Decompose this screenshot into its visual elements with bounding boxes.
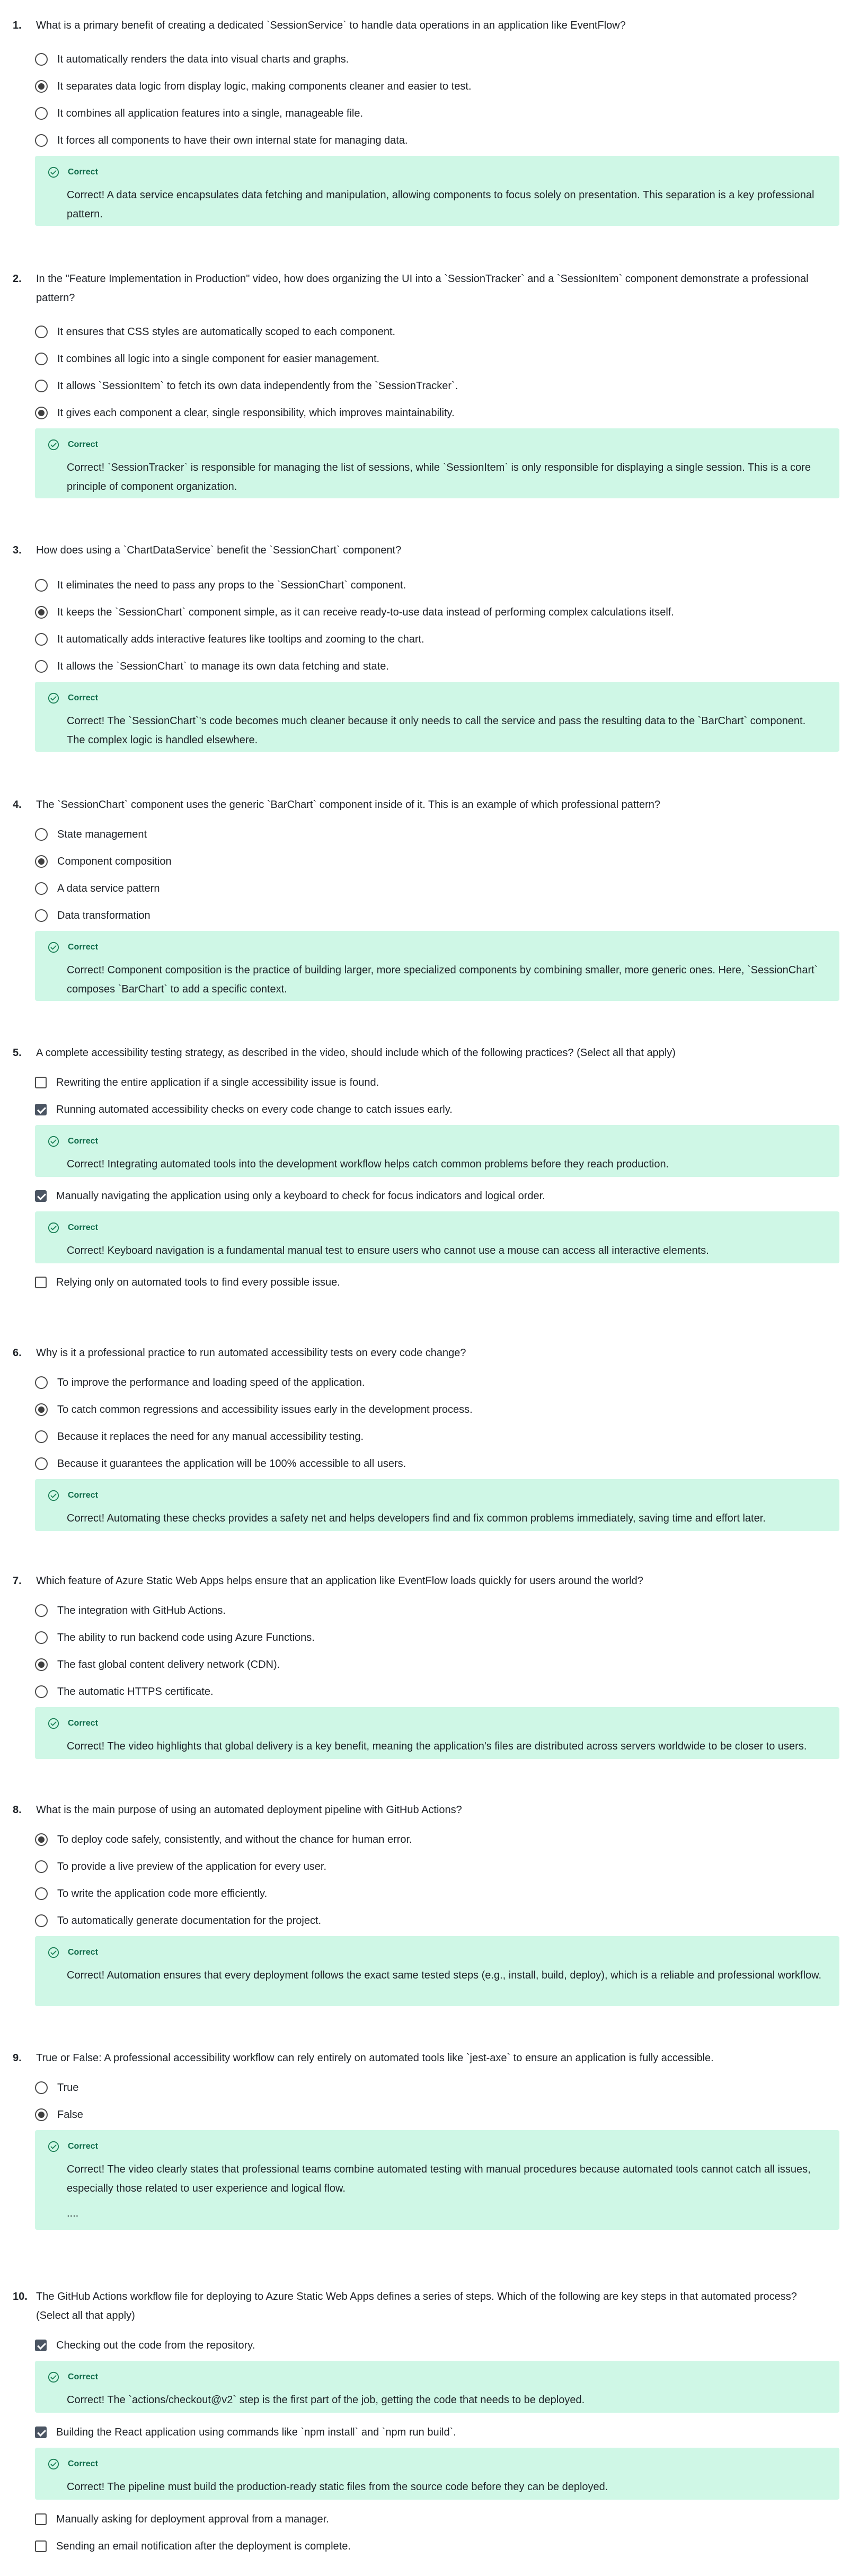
question-text: Which feature of Azure Static Web Apps helps ensure that an application like EventFlow loads quickly for users around the world? [36,1575,643,1587]
question-text: A complete accessibility testing strategy, as described in the video, should include which of the following practices? (Select all that apply) [36,1047,676,1059]
check-circle-icon [48,1490,59,1501]
feedback-text: Correct! Keyboard navigation is a fundamental manual test to ensure users who cannot use a mouse can access all interactive elements. [67,1245,709,1256]
radio-button-selected[interactable] [35,1403,48,1416]
radio-button[interactable] [35,1685,48,1698]
feedback-title: Correct [68,1223,98,1232]
feedback-box [35,931,839,1001]
radio-option[interactable]: To improve the performance and loading speed of the application. [35,1372,840,1393]
checkbox[interactable] [35,1077,47,1088]
check-circle-icon [48,692,59,704]
radio-button[interactable] [35,660,48,673]
question-number: 7. [13,1575,22,1587]
feedback-text: Correct! The `SessionChart`'s code becomes much cleaner because it only needs to call the service and pass the resulting data to the `BarChart` component. The complex logic is handled elsewhere. [67,715,806,746]
radio-option[interactable]: It allows the `SessionChart` to manage its own data fetching and state. [35,656,840,677]
checkbox-option[interactable]: Manually navigating the application using only a keyboard to check for focus indicators and logical order. [35,1185,840,1207]
feedback-title: Correct [68,693,98,702]
radio-option[interactable]: Data transformation [35,905,840,926]
radio-button[interactable] [35,1914,48,1927]
feedback-title: Correct [68,1719,98,1728]
checkbox-option[interactable]: Rewriting the entire application if a single accessibility issue is found. [35,1072,840,1093]
check-circle-icon [48,1136,59,1147]
radio-button[interactable] [35,1430,48,1443]
question-number: 3. [13,544,22,556]
checkbox-option[interactable]: Building the React application using commands like `npm install` and `npm run build`. [35,2422,840,2443]
radio-option[interactable]: It keeps the `SessionChart` component simple, as it can receive ready-to-use data instead of performing complex calculations itself. [35,602,840,623]
radio-button-selected[interactable] [35,1658,48,1671]
radio-button[interactable] [35,633,48,646]
question-text: The `SessionChart` component uses the generic `BarChart` component inside of it. This is an example of which professional pattern? [36,799,661,811]
check-circle-icon [48,942,59,953]
checkbox-option[interactable]: Manually asking for deployment approval from a manager. [35,2509,840,2530]
radio-option[interactable]: The automatic HTTPS certificate. [35,1681,840,1702]
radio-button[interactable] [35,53,48,66]
radio-button[interactable] [35,2081,48,2094]
radio-button-selected[interactable] [35,2108,48,2121]
radio-button[interactable] [35,1604,48,1617]
radio-button[interactable] [35,380,48,392]
question-text: What is the main purpose of using an automated deployment pipeline with GitHub Actions? [36,1804,462,1816]
feedback-title: Correct [68,943,98,952]
radio-button[interactable] [35,882,48,895]
feedback-ellipsis: .... [67,2208,79,2219]
radio-button[interactable] [35,1631,48,1644]
question-text: In the "Feature Implementation in Production" video, how does organizing the UI into a `SessionTracker` and a `SessionItem` component demonstrate a professional pattern? [36,273,809,304]
radio-option[interactable]: It combines all logic into a single component for easier management. [35,348,840,370]
checkbox-checked[interactable] [35,2340,47,2351]
checkbox-option[interactable]: Checking out the code from the repository. [35,2335,840,2356]
check-circle-icon [48,1947,59,1958]
radio-button-selected[interactable] [35,855,48,868]
radio-option[interactable]: The integration with GitHub Actions. [35,1600,840,1621]
radio-button[interactable] [35,579,48,592]
question-text: True or False: A professional accessibility workflow can rely entirely on automated tools like `jest-axe` to ensure an application is fully accessible. [36,2052,714,2064]
feedback-box [35,2130,839,2230]
check-circle-icon [48,2141,59,2152]
feedback-box [35,2361,839,2413]
question-text: The GitHub Actions workflow file for deploying to Azure Static Web Apps defines a series of steps. Which of the following are key steps in that automated process? (Select all that apply) [36,2291,797,2322]
radio-button[interactable] [35,909,48,922]
feedback-text: Correct! The pipeline must build the production-ready static files from the source code before they can be deployed. [67,2481,608,2493]
feedback-box [35,428,839,498]
radio-button[interactable] [35,326,48,338]
radio-button[interactable] [35,1887,48,1900]
feedback-box [35,1211,839,1263]
feedback-title: Correct [68,1137,98,1146]
radio-button-selected[interactable] [35,80,48,93]
radio-option[interactable]: It automatically renders the data into visual charts and graphs. [35,49,840,70]
radio-option[interactable]: It allows `SessionItem` to fetch its own data independently from the `SessionTracker`. [35,375,840,397]
radio-button[interactable] [35,107,48,120]
feedback-text: Correct! Automating these checks provides a safety net and helps developers find and fix common problems immediately, saving time and effort later. [67,1513,766,1524]
radio-button-selected[interactable] [35,606,48,619]
feedback-text: Correct! A data service encapsulates data fetching and manipulation, allowing components to focus solely on presentation. This separation is a key professional pattern. [67,189,814,220]
radio-option[interactable]: False [35,2104,840,2125]
radio-option[interactable]: To provide a live preview of the application for every user. [35,1856,840,1877]
radio-button[interactable] [35,1376,48,1389]
checkbox[interactable] [35,1277,47,1288]
feedback-title: Correct [68,168,98,177]
check-circle-icon [48,439,59,451]
question-number: 4. [13,799,22,811]
feedback-title: Correct [68,1948,98,1957]
checkbox[interactable] [35,2513,47,2525]
radio-option[interactable]: The ability to run backend code using Azure Functions. [35,1627,840,1648]
checkbox-option[interactable]: Running automated accessibility checks on every code change to catch issues early. [35,1099,840,1120]
feedback-box [35,1707,839,1759]
question-number: 8. [13,1804,22,1816]
feedback-text: Correct! Automation ensures that every deployment follows the exact same tested steps (e.g., install, build, deploy), which is a reliable and professional workflow. [67,1970,822,1981]
radio-option[interactable]: Because it replaces the need for any manual accessibility testing. [35,1426,840,1447]
radio-option[interactable]: To catch common regressions and accessibility issues early in the development process. [35,1399,840,1420]
feedback-title: Correct [68,2459,98,2468]
radio-button-selected[interactable] [35,407,48,419]
radio-option[interactable]: State management [35,824,840,845]
radio-option[interactable]: Component composition [35,851,840,872]
feedback-title: Correct [68,2372,98,2381]
checkbox-checked[interactable] [35,1104,47,1115]
check-circle-icon [48,2371,59,2383]
feedback-title: Correct [68,2142,98,2151]
checkbox-option[interactable]: Sending an email notification after the deployment is complete. [35,2536,840,2557]
question-number: 2. [13,273,22,285]
question-text: Why is it a professional practice to run automated accessibility tests on every code change? [36,1347,466,1359]
feedback-box [35,1936,839,2006]
question-text: What is a primary benefit of creating a dedicated `SessionService` to handle data operations in an application like EventFlow? [36,20,626,31]
feedback-title: Correct [68,1491,98,1500]
radio-option[interactable]: It gives each component a clear, single responsibility, which improves maintainability. [35,402,840,424]
radio-option[interactable]: To write the application code more efficiently. [35,1883,840,1904]
question-number: 6. [13,1347,22,1359]
radio-button-selected[interactable] [35,1833,48,1846]
feedback-text: Correct! Component composition is the practice of building larger, more specialized components by combining smaller, more generic ones. Here, `SessionChart` composes `BarChart` to add a specific context. [67,964,818,995]
radio-option[interactable]: To deploy code safely, consistently, and without the chance for human error. [35,1829,840,1850]
question-number: 5. [13,1047,22,1059]
radio-option[interactable]: It combines all application features into a single, manageable file. [35,103,840,124]
feedback-box [35,1479,839,1531]
radio-option[interactable]: True [35,2077,840,2098]
radio-button[interactable] [35,828,48,841]
question-number: 1. [13,20,22,31]
feedback-box [35,682,839,752]
radio-option[interactable]: It eliminates the need to pass any props to the `SessionChart` component. [35,575,840,596]
feedback-text: Correct! The video clearly states that professional teams combine automated testing with manual procedures because automated tools cannot catch all issues, especially those related to user experience and logical flow. [67,2164,811,2194]
check-circle-icon [48,166,59,178]
check-circle-icon [48,2458,59,2470]
feedback-box [35,156,839,226]
check-circle-icon [48,1718,59,1729]
radio-option[interactable]: It forces all components to have their own internal state for managing data. [35,130,840,151]
radio-option[interactable]: It automatically adds interactive features like tooltips and zooming to the chart. [35,629,840,650]
feedback-text: Correct! The video highlights that global delivery is a key benefit, meaning the application's files are distributed across servers worldwide to be closer to users. [67,1740,807,1752]
question-text: How does using a `ChartDataService` benefit the `SessionChart` component? [36,544,402,556]
checkbox[interactable] [35,2540,47,2552]
question-number: 10. [13,2291,28,2302]
feedback-text: Correct! The `actions/checkout@v2` step is the first part of the job, getting the code that needs to be deployed. [67,2394,585,2406]
checkbox-checked[interactable] [35,1190,47,1202]
feedback-text: Correct! `SessionTracker` is responsible for managing the list of sessions, while `SessionItem` is only responsible for displaying a single session. This is a core principle of component organization. [67,462,811,493]
radio-button[interactable] [35,1457,48,1470]
feedback-title: Correct [68,440,98,449]
radio-option[interactable]: A data service pattern [35,878,840,899]
radio-option[interactable]: It ensures that CSS styles are automatically scoped to each component. [35,321,840,342]
check-circle-icon [48,1222,59,1234]
checkbox-option[interactable]: Relying only on automated tools to find every possible issue. [35,1272,840,1293]
radio-button[interactable] [35,353,48,365]
radio-button[interactable] [35,134,48,147]
radio-option[interactable]: The fast global content delivery network (CDN). [35,1654,840,1675]
checkbox-checked[interactable] [35,2426,47,2438]
radio-option[interactable]: To automatically generate documentation for the project. [35,1910,840,1931]
question-number: 9. [13,2052,22,2064]
feedback-text: Correct! Integrating automated tools into the development workflow helps catch common problems before they reach production. [67,1158,669,1170]
feedback-box [35,1125,839,1177]
radio-option[interactable]: It separates data logic from display logic, making components cleaner and easier to test. [35,76,840,97]
feedback-box [35,2448,839,2500]
radio-option[interactable]: Because it guarantees the application will be 100% accessible to all users. [35,1453,840,1474]
radio-button[interactable] [35,1860,48,1873]
